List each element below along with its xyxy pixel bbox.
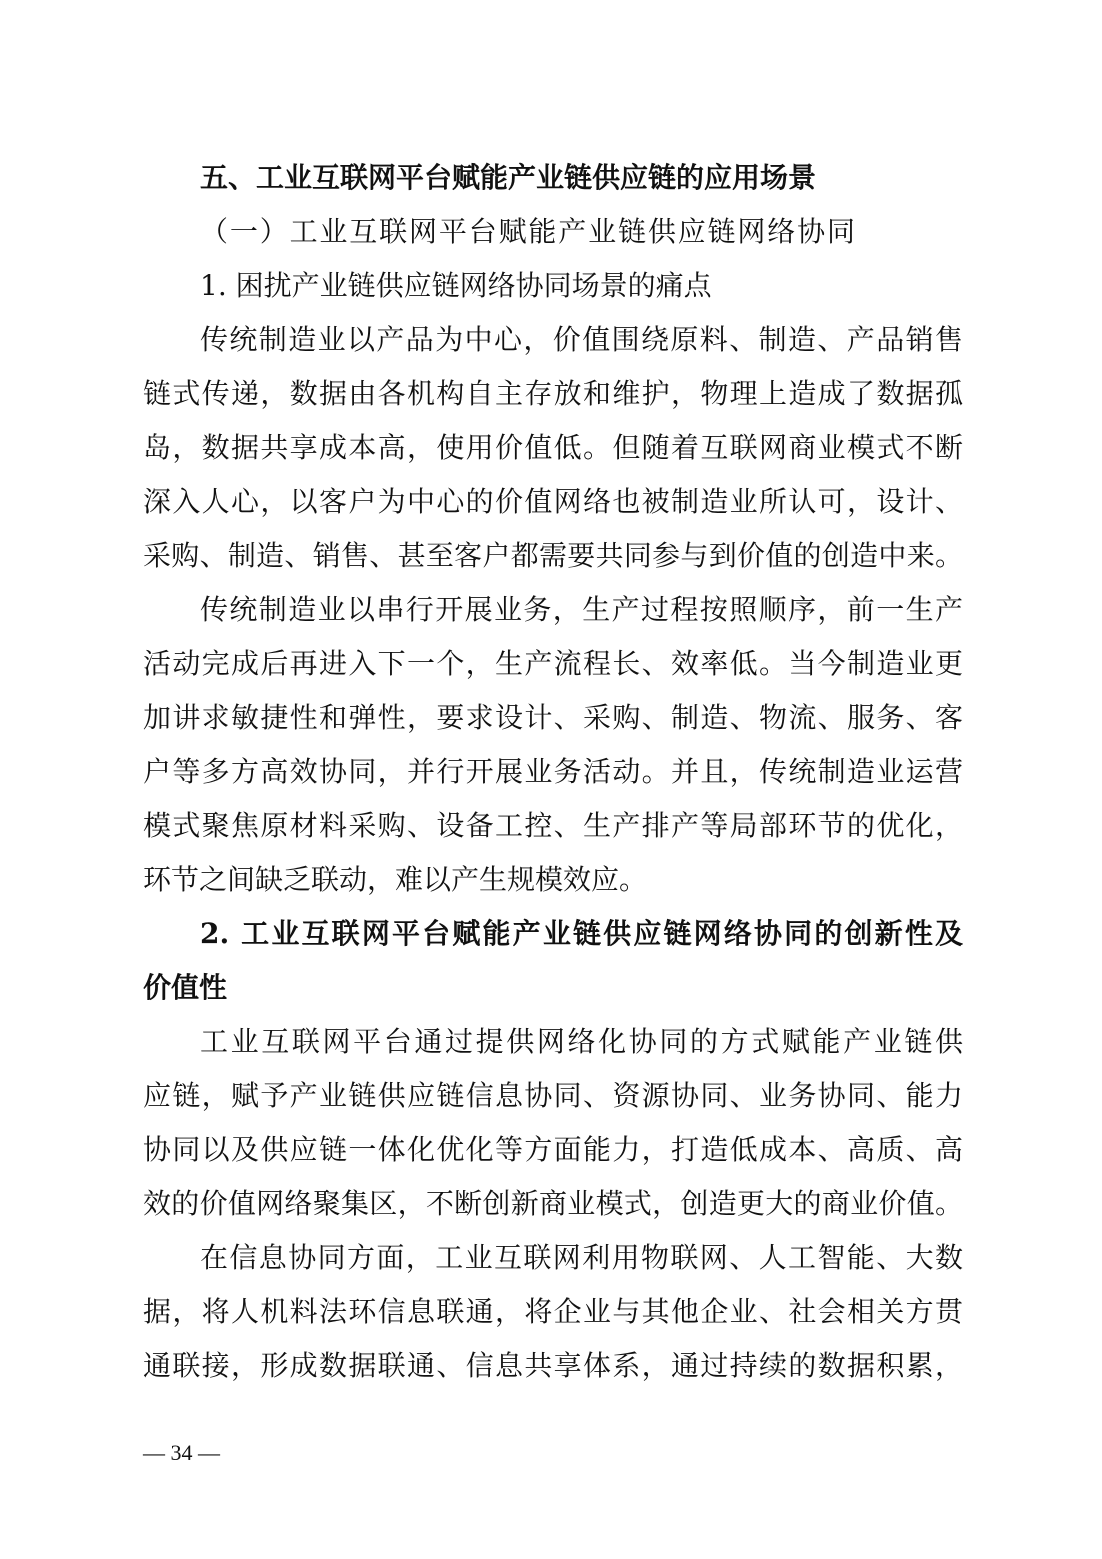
paragraph-line: 传统制造业以产品为中心，价值围绕原料、制造、产品销售 — [200, 323, 963, 356]
paragraph-line: 岛，数据共享成本高，使用价值低。但随着互联网商业模式不断 — [143, 431, 963, 464]
subsection-heading: （一）工业互联网平台赋能产业链供应链网络协同 — [200, 215, 855, 248]
paragraph-line: 深入人心，以客户为中心的价值网络也被制造业所认可，设计、 — [143, 485, 963, 518]
paragraph-line: 通联接，形成数据联通、信息共享体系，通过持续的数据积累， — [143, 1349, 963, 1382]
section-heading: 五、工业互联网平台赋能产业链供应链的应用场景 — [200, 161, 817, 194]
paragraph-line: 户等多方高效协同，并行开展业务活动。并且，传统制造业运营 — [143, 755, 963, 788]
paragraph-line: 链式传递，数据由各机构自主存放和维护，物理上造成了数据孤 — [143, 377, 963, 410]
paragraph-line: 模式聚焦原材料采购、设备工控、生产排产等局部环节的优化， — [143, 809, 963, 842]
paragraph-line: 协同以及供应链一体化优化等方面能力，打造低成本、高质、高 — [143, 1133, 963, 1166]
paragraph-line: 应链，赋予产业链供应链信息协同、资源协同、业务协同、能力 — [143, 1079, 963, 1112]
paragraph-line: 效的价值网络聚集区，不断创新商业模式，创造更大的商业价值。 — [143, 1187, 963, 1220]
paragraph-line: 环节之间缺乏联动，难以产生规模效应。 — [143, 863, 648, 896]
subsubsection-heading: 1. 困扰产业链供应链网络协同场景的痛点 — [200, 269, 712, 302]
paragraph-line: 活动完成后再进入下一个，生产流程长、效率低。当今制造业更 — [143, 647, 963, 680]
paragraph-line: 在信息协同方面，工业互联网利用物联网、人工智能、大数 — [200, 1241, 963, 1274]
paragraph-line: 工业互联网平台通过提供网络化协同的方式赋能产业链供 — [200, 1025, 963, 1058]
subsubsection-heading-cont: 价值性 — [143, 971, 228, 1004]
page-number: — 34 — — [143, 1440, 220, 1465]
paragraph-line: 传统制造业以串行开展业务，生产过程按照顺序，前一生产 — [200, 593, 963, 626]
paragraph-line: 据，将人机料法环信息联通，将企业与其他企业、社会相关方贯 — [143, 1295, 963, 1328]
paragraph-line: 采购、制造、销售、甚至客户都需要共同参与到价值的创造中来。 — [143, 539, 963, 572]
subsubsection-heading: 2. 工业互联网平台赋能产业链供应链网络协同的创新性及 — [200, 917, 963, 950]
paragraph-line: 加讲求敏捷性和弹性，要求设计、采购、制造、物流、服务、客 — [143, 701, 963, 734]
